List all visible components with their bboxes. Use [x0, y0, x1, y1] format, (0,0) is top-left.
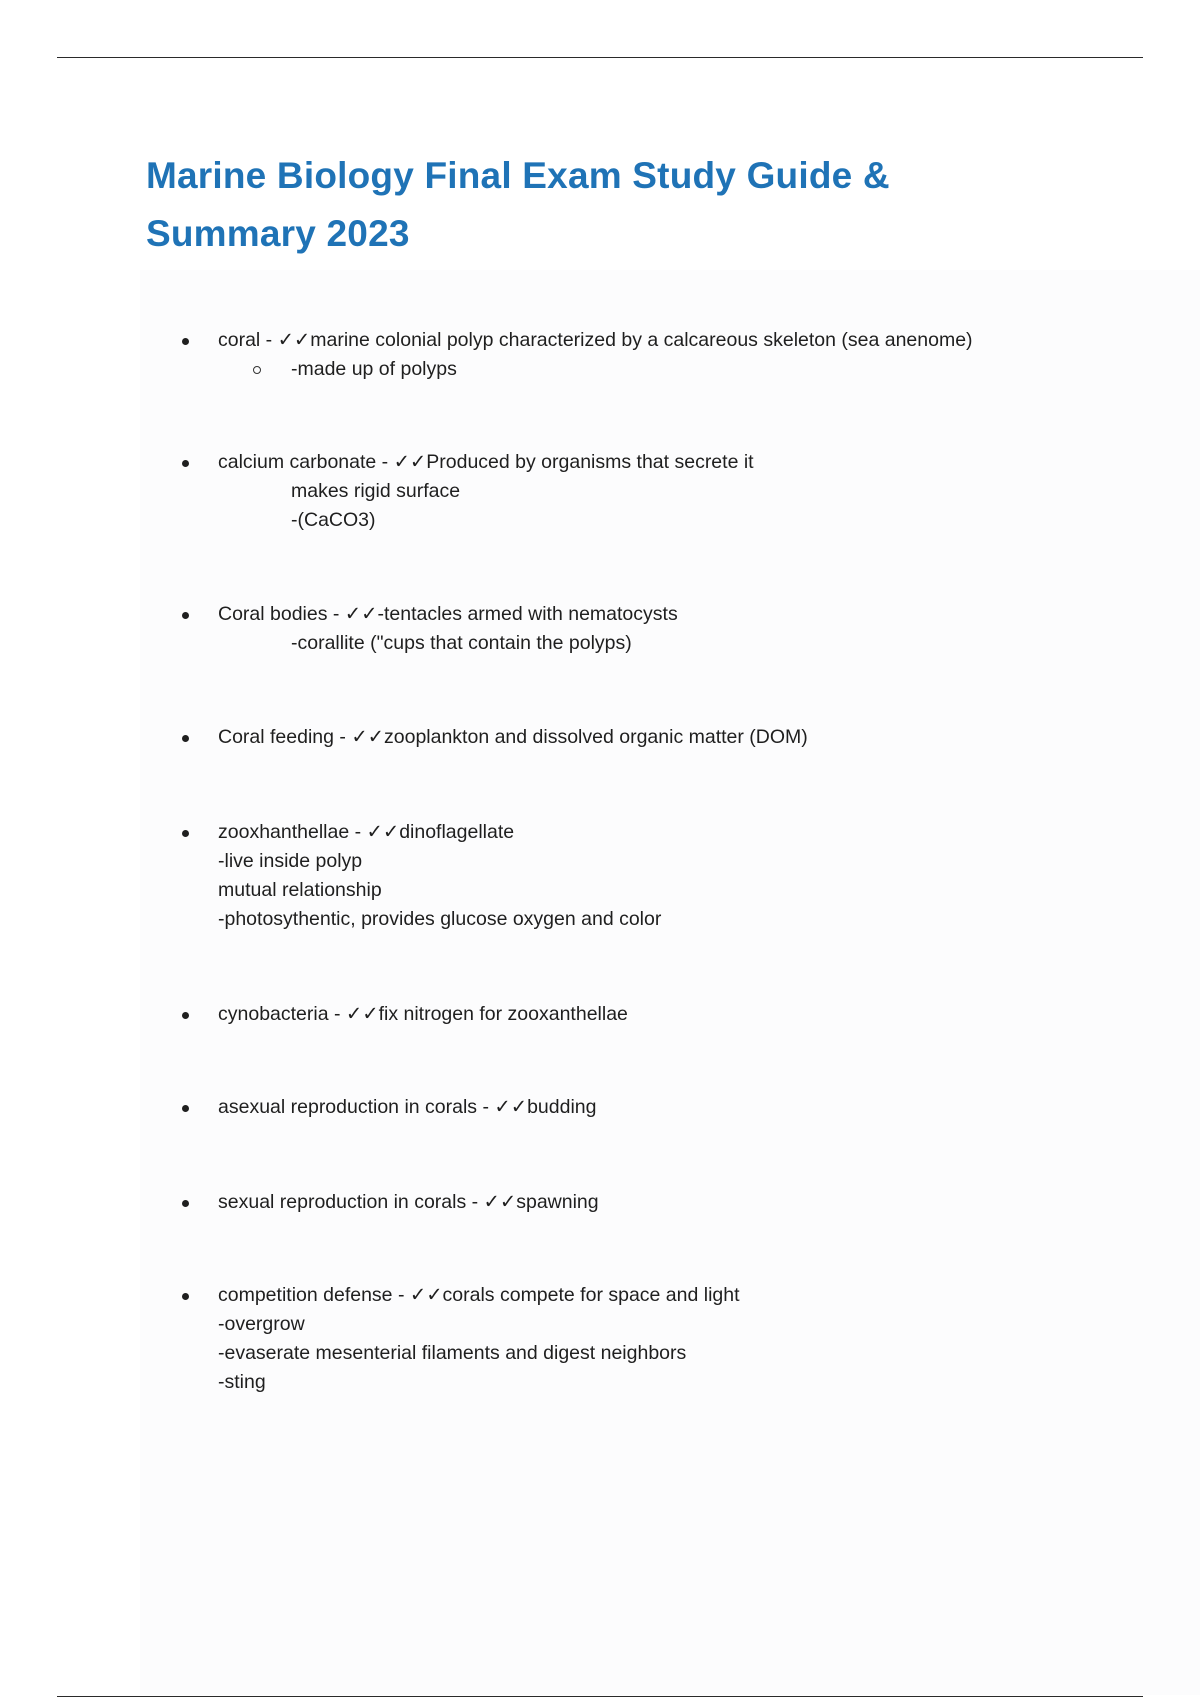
entry-competition-defense	[182, 1281, 1082, 1397]
entry-line: -photosythentic, provides glucose oxygen and color	[218, 908, 662, 930]
footer-rule	[57, 1696, 1143, 1697]
entry-line: coral - ✓✓marine colonial polyp characterized by a calcareous skeleton (sea anenome)	[218, 329, 973, 351]
bullet-icon	[182, 1012, 189, 1019]
bullet-icon	[182, 1293, 189, 1300]
entry-line: -overgrow	[218, 1313, 305, 1335]
entry-line: zooxhanthellae - ✓✓dinoflagellate	[218, 821, 515, 843]
hollow-bullet-icon	[253, 366, 261, 374]
entry-line: -sting	[218, 1371, 266, 1393]
entry-cynobacteria	[182, 1000, 1082, 1029]
entry-coral-feeding	[182, 723, 1082, 752]
sub-item-text: -made up of polyps	[291, 358, 457, 380]
entry-line: -live inside polyp	[218, 850, 363, 872]
entry-line: -(CaCO3)	[291, 509, 376, 531]
entry-sexual-reproduction	[182, 1188, 1082, 1217]
bullet-icon	[182, 460, 189, 467]
entry-zooxhanthellae	[182, 818, 1082, 934]
bullet-icon	[182, 830, 189, 837]
bullet-icon	[182, 1200, 189, 1207]
entry-line: makes rigid surface	[291, 480, 461, 502]
entry-line: cynobacteria - ✓✓fix nitrogen for zooxanthellae	[218, 1003, 628, 1025]
entry-coral	[182, 326, 1082, 384]
bullet-icon	[182, 735, 189, 742]
entry-line: calcium carbonate - ✓✓Produced by organisms that secrete it	[218, 451, 754, 473]
entry-line: -corallite ("cups that contain the polyps)	[291, 632, 632, 654]
entry-asexual-reproduction	[182, 1093, 1082, 1122]
bullet-icon	[182, 1105, 189, 1112]
entry-line: -evaserate mesenterial filaments and digest neighbors	[218, 1342, 687, 1364]
entry-line: competition defense - ✓✓corals compete for space and light	[218, 1284, 740, 1306]
entry-calcium-carbonate	[182, 448, 1082, 535]
entry-line: asexual reproduction in corals - ✓✓budding	[218, 1096, 597, 1118]
entry-line: Coral feeding - ✓✓zooplankton and dissolved organic matter (DOM)	[218, 726, 808, 748]
entry-line: Coral bodies - ✓✓-tentacles armed with nematocysts	[218, 603, 678, 625]
sub-item	[291, 355, 1082, 384]
bullet-icon	[182, 338, 189, 345]
document-title: Marine Biology Final Exam Study Guide & Summary 2023	[146, 155, 890, 254]
entry-line: sexual reproduction in corals - ✓✓spawning	[218, 1191, 599, 1213]
entry-coral-bodies	[182, 600, 1082, 658]
bullet-icon	[182, 612, 189, 619]
entry-line: mutual relationship	[218, 879, 382, 901]
